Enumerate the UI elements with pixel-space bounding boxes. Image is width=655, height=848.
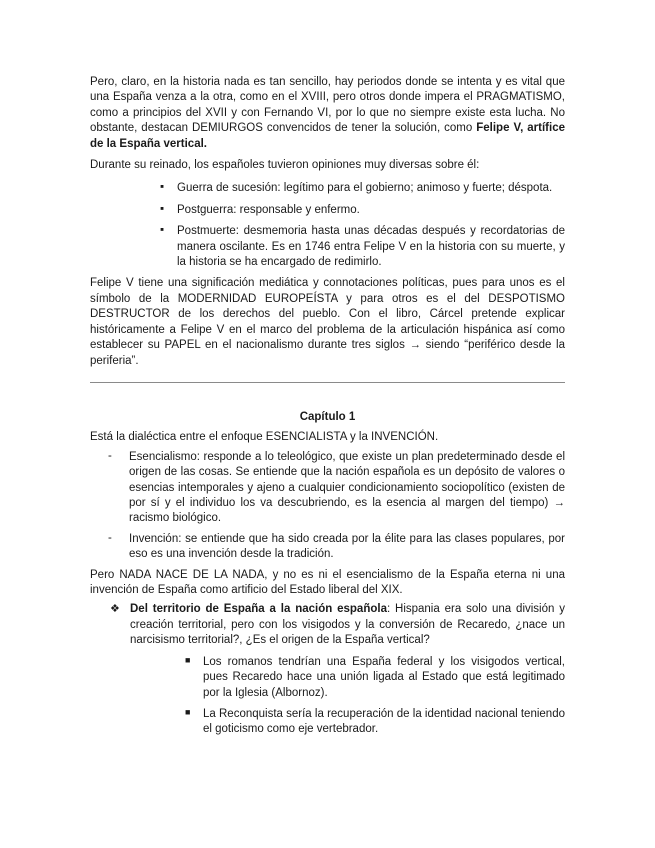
intro-paragraph-2: Durante su reinado, los españoles tuvieron opiniones muy diversas sobre él: [90,159,480,172]
document-page [90,75,565,369]
chapter-paragraph-1: Está la dialéctica entre el enfoque ESENCIALISTA y la INVENCIÓN. [90,431,439,444]
dash-icon: - [108,531,112,544]
bullet-icon: ▪ [160,202,165,215]
dash-icon: - [108,449,112,462]
intro-paragraph-1: Pero, claro, en la historia nada es tan sencillo, hay periodos donde se intenta y es vital que una España venza a la otra, como en el XVIII, pero otros donde impera el PRAGMATISMO, como a principios del XVII y con Fernando VI, por lo que no siempre existe esta lucha. No obstante, destacan DEMIURGOS convencidos de tener la solución, como Felipe V, artífice de la España vertical. [90,76,565,150]
bullet-icon: ▪ [160,224,165,237]
section-heading-item: ❖ Del territorio de España a la nación española: Hispania era solo una división y creación territorial, pero con los visigodos y la conversión de Recaredo, ¿nace un narcisismo territorial?, ¿Es el origen de la España vertical? [110,603,565,647]
diamond-bullet-icon: ❖ [110,603,120,616]
bullet-icon: ▪ [160,181,165,194]
square-bullet-icon: ■ [185,654,191,665]
opinions-list [160,181,565,270]
list-item: ■ La Reconquista sería la recuperación de la identidad nacional teniendo el goticismo como eje vertebrador. [185,706,565,736]
section-bold-title: Del territorio de España a la nación española [130,603,387,616]
list-item: - Invención: se entiende que ha sido creada por la élite para las clases populares, por eso es una invención desde la tradición. [108,531,565,561]
section-divider [90,382,565,383]
list-item: ▪ Postmuerte: desmemoria hasta unas décadas después y recordatorias de manera oscilante. Es en 1746 entra Felipe V en la historia con su muerte, y la historia se ha encargado de redimirlo. [160,224,565,269]
list-item: ▪ Guerra de sucesión: legítimo para el gobierno; animoso y fuerte; déspota. [160,181,553,195]
felipe-v-bold: Felipe V, artífice de la España vertical. [90,122,565,150]
list-item: ▪ Postguerra: responsable y enfermo. [160,202,360,216]
chapter-title: Capítulo 1 [299,411,356,423]
chapter-paragraph-2: Pero NADA NACE DE LA NADA, y no es ni el esencialismo de la España eterna ni una invención de España como artificio del Estado liberal del XIX. [90,568,565,597]
intro-paragraph-3: Felipe V tiene una significación mediática y connotaciones políticas, pues para unos es el símbolo de la MODERNIDAD EUROPEÍSTA y para otros es el del DESPOTISMO DESTRUCTOR de los derechos del pueblo. Con el libro, Cárcel pretende explicar históricamente a Felipe V en el marco del problema de la articulación hispánica así como establecer su PAPEL en el nacionalismo durante tres siglos → siendo “periférico desde la periferia”. [90,277,565,367]
approach-list [108,450,565,563]
chapter-section [90,410,565,744]
sub-list [185,655,565,738]
list-item: ■ Los romanos tendrían una España federal y los visigodos vertical, pues Recaredo hace una unión ligada al Estado que está legitimado por la Iglesia (Albornoz). [185,654,565,699]
square-bullet-icon: ■ [185,706,191,717]
list-item: - Esencialismo: responde a lo teleológico, que existe un plan predeterminado desde el origen de las cosas. Se entiende que la nación española es un depósito de valores o esencias intemporales y ajeno a cualquier condicionamiento sociopolítico (existen de por sí y el individuo los va descubriendo, es la esencia al margen del tiempo) → racismo biológico. [108,449,565,525]
